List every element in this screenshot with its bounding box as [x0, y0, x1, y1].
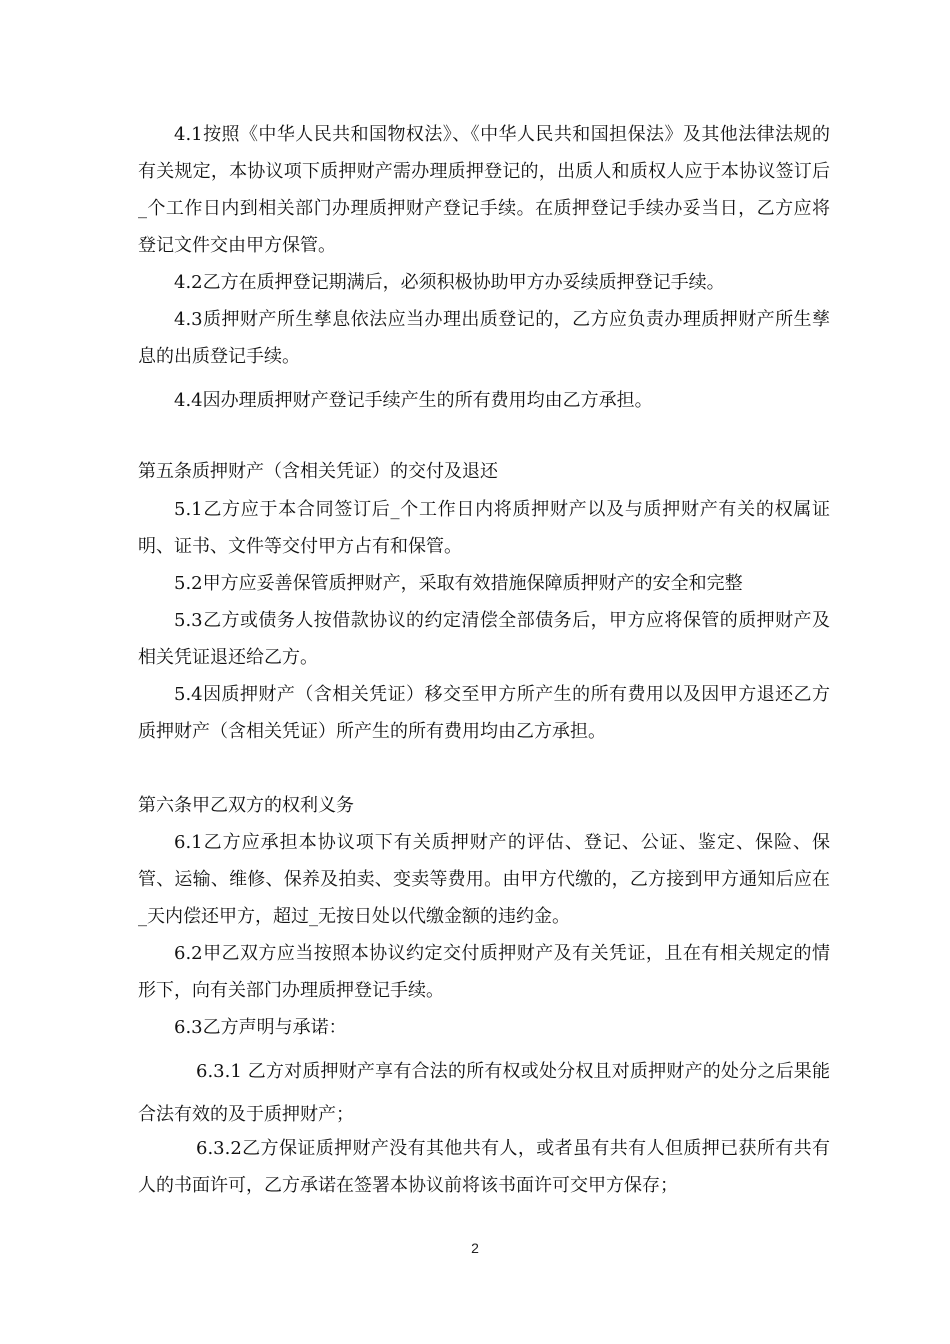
page-number: 2 [471, 1240, 479, 1256]
section-heading-5: 第五条质押财产（含相关凭证）的交付及退还 [138, 461, 498, 482]
paragraph-4-3: 4.3质押财产所生孳息依法应当办理出质登记的，乙方应负责办理质押财产所生孳息的出质登记手续。 [138, 309, 830, 367]
paragraph-6-3-1: 6.3.1 乙方对质押财产享有合法的所有权或处分权且对质押财产的处分之后果能合法有效的及于质押财产； [138, 1061, 830, 1125]
paragraph-5-2: 5.2甲方应妥善保管质押财产，采取有效措施保障质押财产的安全和完整 [174, 573, 743, 594]
paragraph-5-4: 5.4因质押财产（含相关凭证）移交至甲方所产生的所有费用以及因甲方退还乙方质押财产（含相关凭证）所产生的所有费用均由乙方承担。 [138, 684, 830, 742]
paragraph-5-1: 5.1乙方应于本合同签订后_个工作日内将质押财产以及与质押财产有关的权属证明、证书、文件等交付甲方占有和保管。 [138, 499, 830, 557]
paragraph-4-4: 4.4因办理质押财产登记手续产生的所有费用均由乙方承担。 [174, 390, 653, 411]
paragraph-4-1: 4.1按照《中华人民共和国物权法》、《中华人民共和国担保法》及其他法律法规的有关规定，本协议项下质押财产需办理质押登记的，出质人和质权人应于本协议签订后_个工作日内到相关部门办理质押财产登记手续。在质押登记手续办妥当日，乙方应将登记文件交由甲方保管。 [138, 124, 830, 256]
paragraph-6-3-2: 6.3.2乙方保证质押财产没有其他共有人，或者虽有共有人但质押已获所有共有人的书面许可，乙方承诺在签署本协议前将该书面许可交甲方保存； [138, 1138, 830, 1196]
paragraph-6-3: 6.3乙方声明与承诺： [174, 1017, 347, 1038]
paragraph-5-3: 5.3乙方或债务人按借款协议的约定清偿全部债务后，甲方应将保管的质押财产及相关凭证退还给乙方。 [138, 610, 830, 668]
section-heading-6: 第六条甲乙双方的权利义务 [138, 795, 354, 816]
paragraph-4-2: 4.2乙方在质押登记期满后，必须积极协助甲方办妥续质押登记手续。 [174, 272, 725, 293]
paragraph-6-1: 6.1乙方应承担本协议项下有关质押财产的评估、登记、公证、鉴定、保险、保管、运输、维修、保养及拍卖、变卖等费用。由甲方代缴的，乙方接到甲方通知后应在_天内偿还甲方，超过_无按日处以代缴金额的违约金。 [138, 832, 830, 927]
paragraph-6-2: 6.2甲乙双方应当按照本协议约定交付质押财产及有关凭证，且在有相关规定的情形下，向有关部门办理质押登记手续。 [138, 943, 830, 1001]
